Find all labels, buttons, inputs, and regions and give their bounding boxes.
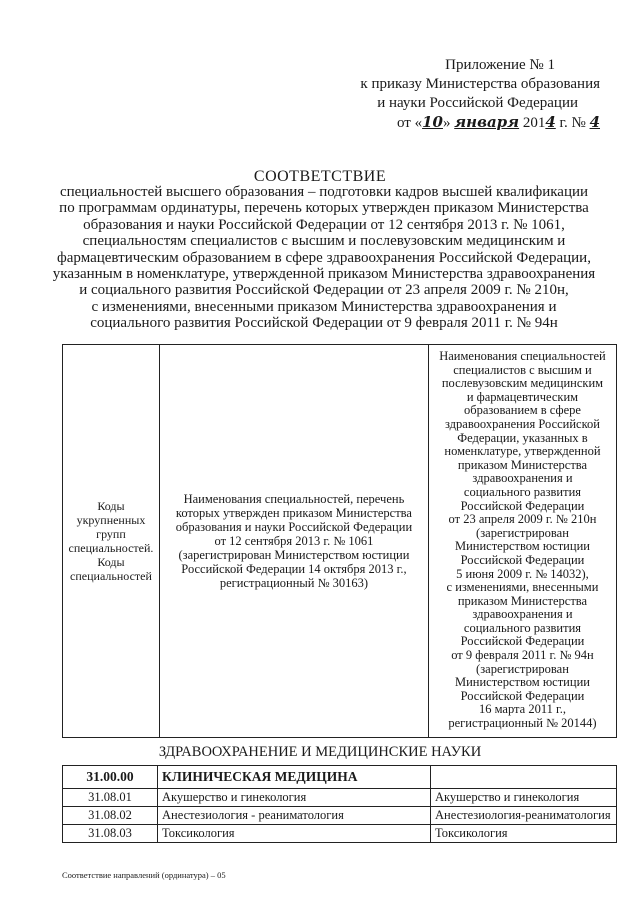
row-education-name: Токсикология (158, 825, 431, 843)
row-education-name: Анестезиология - реаниматология (158, 807, 431, 825)
annex-block (300, 56, 600, 133)
annex-title: Приложение № 1 (445, 57, 555, 73)
row-medical-name (431, 766, 617, 789)
header-medical-specialties-cell: Наименования специальностей специалистов с высшим и послевузовским медицинским и фармацевтическим образованием в сфере здравоохранения Российской Федерации, указанных в номенклатуре, утвержденной приказом Министерства здравоохранения и социального развития Российской Федерации от 23 апреля 2009 г. № 210н (зарегистрирован Министерством юстиции Российской Федерации 5 июня 2009 г. № 14032), с изменениями, внесенными приказом Министерства здравоохранения и социального развития Российской Федерации от 9 февраля 2011 г. № 94н (зарегистрирован Министерством юстиции Российской Федерации 16 марта 2011 г., регистрационный № 20144) (428, 345, 616, 738)
date-year-handwritten: 4 (545, 113, 556, 131)
subtitle-line: по программам ординатуры, перечень которых утвержден приказом Министерства (59, 200, 589, 217)
row-code: 31.08.02 (63, 807, 158, 825)
date-mid: » (442, 115, 451, 131)
row-medical-name: Токсикология (431, 825, 617, 843)
header-education-specialties-cell: Наименования специальностей, перечень которых утвержден приказом Министерства образования и науки Российской Федерации от 12 сентября 2013 г. № 1061 (зарегистрирован Министерством юстиции Российской Федерации 14 октября 2013 г., регистрационный № 30163) (159, 345, 428, 738)
date-day-handwritten: 10 (422, 113, 443, 131)
row-code: 31.08.03 (63, 825, 158, 843)
annex-line-ministry: и науки Российской Федерации (377, 95, 578, 111)
subtitle-line: образования и науки Российской Федерации от 12 сентября 2013 г. № 1061, (83, 216, 565, 233)
date-month-handwritten: января (454, 113, 520, 131)
row-code: 31.00.00 (63, 766, 158, 789)
subtitle-line: специальностям специалистов с высшим и послевузовским медицинским и (82, 233, 566, 250)
document-subtitle (40, 184, 608, 332)
date-suffix: г. № (555, 115, 586, 131)
specialties-table (62, 765, 617, 843)
row-education-name: Акушерство и гинекология (158, 789, 431, 807)
header-table (62, 344, 617, 738)
row-medical-name: Анестезиология-реаниматология (431, 807, 617, 825)
date-prefix: от « (396, 115, 423, 131)
header-codes-cell: Коды укрупненных групп специальностей. Коды специальностей (63, 345, 160, 738)
date-year: 201 (522, 115, 546, 131)
subtitle-line: с изменениями, внесенными приказом Министерства здравоохранения и (91, 298, 557, 315)
table-row (63, 789, 617, 807)
annex-date-line (300, 113, 600, 133)
subtitle-line: социального развития Российской Федерации от 9 февраля 2011 г. № 94н (90, 315, 558, 332)
row-medical-name: Акушерство и гинекология (431, 789, 617, 807)
document-title: СООТВЕТСТВИЕ (253, 168, 387, 185)
subtitle-line: специальностей высшего образования – подготовки кадров высшей квалификации (59, 184, 589, 200)
table-row (63, 825, 617, 843)
table-row-group (63, 766, 617, 789)
row-education-name: КЛИНИЧЕСКАЯ МЕДИЦИНА (158, 766, 431, 789)
page-footer: Соответствие направлений (ординатура) – 05 (62, 870, 226, 880)
subtitle-line: указанным в номенклатуре, утвержденной приказом Министерства здравоохранения (52, 266, 596, 283)
section-title: ЗДРАВООХРАНЕНИЕ И МЕДИЦИНСКИЕ НАУКИ (158, 744, 482, 760)
row-code: 31.08.01 (63, 789, 158, 807)
subtitle-line: и социального развития Российской Федерации от 23 апреля 2009 г. № 210н, (79, 282, 569, 299)
table-row (63, 807, 617, 825)
subtitle-line: фармацевтическим образованием в сфере здравоохранения Российской Федерации, (57, 249, 591, 266)
annex-line-order: к приказу Министерства образования (360, 76, 600, 92)
order-number-handwritten: 4 (589, 113, 600, 131)
